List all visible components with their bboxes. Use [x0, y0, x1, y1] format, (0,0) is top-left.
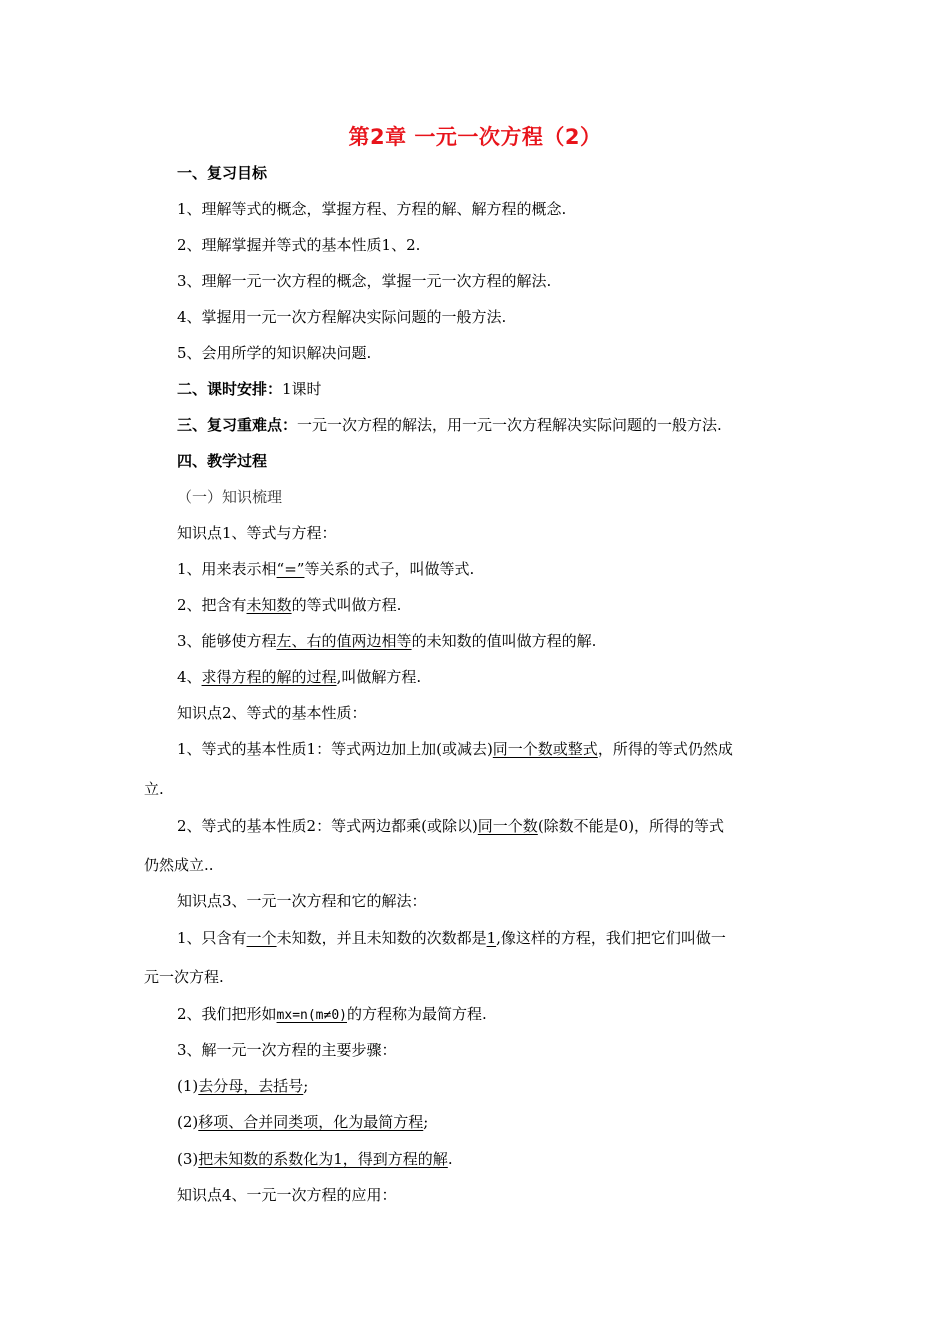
knowledge-line: [177, 558, 474, 580]
step-number: (1): [177, 1077, 199, 1095]
section-heading-class-hours: 二、课时安排：: [177, 380, 283, 398]
text-segment: .: [447, 1150, 453, 1168]
text-segment: ;: [303, 1077, 309, 1095]
underlined-answer: 去分母，去括号: [198, 1077, 304, 1095]
underlined-answer: 1: [486, 929, 497, 947]
step-number: (3): [177, 1150, 199, 1168]
section-heading-teaching-process: 四、教学过程: [177, 452, 268, 470]
text-segment: 的未知数的值叫做方程的解.: [411, 632, 597, 650]
underlined-formula: mx=n(m≠0): [276, 1008, 347, 1023]
section-heading-key-points: 三、复习重难点：: [177, 416, 298, 434]
text-segment: 3、能够使方程: [177, 632, 277, 650]
goal-item: 3、理解一元一次方程的概念，掌握一元一次方程的解法.: [177, 272, 552, 290]
text-segment: 2、等式的基本性质2：等式两边都乘(或除以): [177, 817, 478, 835]
text-segment: 的方程称为最简方程.: [347, 1005, 487, 1023]
goal-item: 2、理解掌握并等式的基本性质1、2.: [177, 236, 421, 254]
knowledge-line-continuation: 元一次方程.: [144, 968, 224, 986]
solution-step: [177, 1111, 428, 1133]
text-segment: 1、只含有: [177, 929, 247, 947]
goal-item: 4、掌握用一元一次方程解决实际问题的一般方法.: [177, 308, 507, 326]
text-segment: ,叫做解方程.: [336, 668, 422, 686]
document-title: 第2章 一元一次方程（2）: [348, 125, 602, 149]
knowledge-line-continuation: 仍然成立..: [144, 856, 214, 874]
knowledge-line: [177, 815, 724, 837]
knowledge-line: [177, 1003, 487, 1027]
underlined-answer: 左、右的值两边相等: [276, 632, 412, 650]
knowledge-point-heading: 知识点1、等式与方程：: [177, 524, 337, 542]
text-segment: 未知数，并且未知数的次数都是: [276, 929, 487, 947]
goal-item: 1、理解等式的概念，掌握方程、方程的解、解方程的概念.: [177, 200, 567, 218]
text-segment: 4、: [177, 668, 202, 686]
knowledge-line: 3、解一元一次方程的主要步骤：: [177, 1041, 397, 1059]
text-segment: ;: [423, 1113, 429, 1131]
solution-step: [177, 1075, 308, 1097]
solution-step: [177, 1148, 453, 1170]
knowledge-line: [177, 927, 726, 949]
text-segment: ，所得的等式仍然成: [597, 740, 733, 758]
underlined-answer: 把未知数的系数化为: [198, 1150, 334, 1168]
underlined-answer: 未知数: [246, 596, 292, 614]
step-number: (2): [177, 1113, 199, 1131]
knowledge-point-heading: 知识点3、一元一次方程和它的解法：: [177, 892, 427, 910]
text-segment: 1、用来表示相: [177, 560, 277, 578]
subsection-heading-knowledge: （一）知识梳理: [177, 488, 283, 506]
text-segment: 2、我们把形如: [177, 1005, 277, 1023]
underlined-answer: 移项、合并同类项，化为最简方程: [198, 1113, 424, 1131]
underlined-answer: 1，得到方程的解: [333, 1150, 448, 1168]
section-key-points: [177, 414, 722, 436]
knowledge-line: [177, 594, 401, 616]
key-points-text: 一元一次方程的解法，用一元一次方程解决实际问题的一般方法.: [297, 416, 722, 434]
text-segment: 的等式叫做方程.: [291, 596, 402, 614]
underlined-answer: 同一个数: [477, 817, 538, 835]
underlined-answer: “=”: [276, 560, 305, 578]
underlined-answer: 一个: [246, 929, 277, 947]
text-segment: 1、等式的基本性质1：等式两边加上加(或减去): [177, 740, 493, 758]
text-segment: ,像这样的方程，我们把它们叫做一: [496, 929, 726, 947]
goal-item: 5、会用所学的知识解决问题.: [177, 344, 372, 362]
section-class-hours: [177, 378, 322, 400]
knowledge-point-heading: 知识点2、等式的基本性质：: [177, 704, 367, 722]
knowledge-line: [177, 630, 596, 652]
text-segment: 等关系的式子，叫做等式.: [304, 560, 475, 578]
knowledge-point-heading: 知识点4、一元一次方程的应用：: [177, 1186, 397, 1204]
knowledge-line: [177, 738, 733, 760]
section-heading-review-goals: 一、复习目标: [177, 164, 268, 182]
class-hours-value: 1课时: [282, 380, 322, 398]
underlined-answer: 求得方程的解的过程: [201, 668, 337, 686]
text-segment: (除数不能是0)，所得的等式: [537, 817, 725, 835]
knowledge-line-continuation: 立.: [144, 780, 164, 798]
knowledge-line: [177, 666, 421, 688]
underlined-answer: 同一个数或整式: [492, 740, 598, 758]
text-segment: 2、把含有: [177, 596, 247, 614]
